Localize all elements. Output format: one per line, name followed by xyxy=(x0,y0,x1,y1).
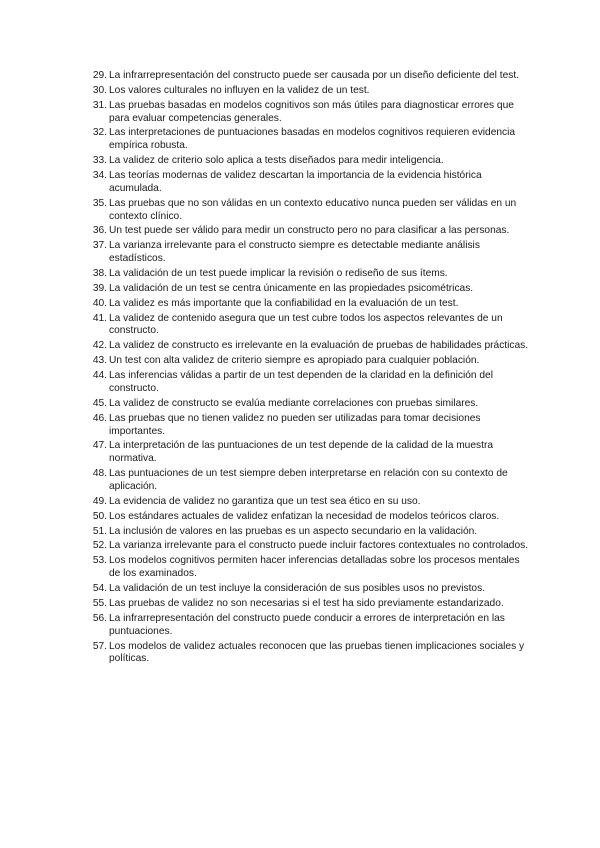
item-text: La validez de constructo es irrelevante en la evaluación de pruebas de habilidades prácticas. xyxy=(109,340,529,352)
list-item xyxy=(89,313,529,339)
item-text: Las interpretaciones de puntuaciones basadas en modelos cognitivos requieren evidencia empírica robusta. xyxy=(109,127,516,152)
list-item xyxy=(89,127,529,153)
item-number: 52 . xyxy=(89,540,107,553)
item-text: La validación de un test puede implicar la revisión o rediseño de sus ítems. xyxy=(109,268,448,279)
item-number: 32 . xyxy=(89,127,107,140)
item-text: La validez de constructo se evalúa mediante correlaciones con pruebas similares. xyxy=(109,397,479,409)
item-text: La infrarrepresentación del constructo puede conducir a errores de interpretación en las puntuaciones. xyxy=(109,612,505,637)
list-item xyxy=(89,100,529,126)
item-text: La validez de contenido asegura que un test cubre todos los aspectos relevantes de un constructo. xyxy=(109,312,503,337)
item-number: 48 . xyxy=(89,468,107,481)
item-text: Un test puede ser válido para medir un constructo pero no para clasificar a las personas. xyxy=(109,225,510,237)
item-text: Las inferencias válidas a partir de un test dependen de la claridad en la definición del constructo. xyxy=(109,370,493,394)
item-text: Un test con alta validez de criterio siempre es apropiado para cualquier población. xyxy=(109,355,480,367)
item-number: 36 . xyxy=(89,225,107,238)
list-item xyxy=(89,70,529,83)
item-text: La varianza irrelevante para el constructo siempre es detectable mediante análisis estadísticos. xyxy=(109,240,480,265)
item-number: 38 . xyxy=(89,268,107,281)
item-text: Los modelos cognitivos permiten hacer inferencias detalladas sobre los procesos mentales de los examinados. xyxy=(109,555,520,580)
item-number: 43 . xyxy=(89,355,107,368)
item-number: 34 . xyxy=(89,170,107,183)
list-item xyxy=(89,526,529,539)
list-item xyxy=(89,198,529,224)
item-number: 44 . xyxy=(89,370,107,383)
list-item xyxy=(89,511,529,524)
item-number: 49 . xyxy=(89,496,107,509)
item-number: 53 . xyxy=(89,555,107,568)
item-number: 42 . xyxy=(89,340,107,353)
item-text: La validación de un test incluye la consideración de sus posibles usos no previstos. xyxy=(109,583,486,595)
list-item xyxy=(89,283,529,296)
list-item xyxy=(89,613,529,639)
item-number: 45 . xyxy=(89,398,107,411)
item-text: La evidencia de validez no garantiza que un test sea ético en su uso. xyxy=(109,495,421,507)
list-item xyxy=(89,496,529,509)
item-number: 39 . xyxy=(89,283,107,296)
list-item xyxy=(89,225,529,238)
item-number: 51 . xyxy=(89,526,107,539)
item-number: 41 . xyxy=(89,313,107,326)
item-number: 31 . xyxy=(89,100,107,113)
list-item xyxy=(89,268,529,281)
list-item xyxy=(89,398,529,411)
list-item xyxy=(89,440,529,466)
item-number: 35 . xyxy=(89,198,107,211)
item-text: Las pruebas de validez no son necesarias si el test ha sido previamente estandarizado. xyxy=(109,597,504,609)
item-text: Los modelos de validez actuales reconocen que las pruebas tienen implicaciones sociales y políticas. xyxy=(109,640,525,665)
list-item xyxy=(89,340,529,353)
list-item xyxy=(89,355,529,368)
list-item xyxy=(89,598,529,611)
item-text: La validez es más importante que la confiabilidad en la evaluación de un test. xyxy=(109,297,459,309)
item-text: Los valores culturales no influyen en la validez de un test. xyxy=(109,84,370,96)
list-item xyxy=(89,468,529,494)
item-number: 47 . xyxy=(89,440,107,453)
item-text: Las puntuaciones de un test siempre deben interpretarse en relación con su contexto de aplicación. xyxy=(109,468,508,492)
item-number: 57 . xyxy=(89,641,107,654)
item-text: Los estándares actuales de validez enfatizan la necesidad de modelos teóricos claros. xyxy=(109,510,500,522)
list-item xyxy=(89,540,529,553)
item-text: La infrarrepresentación del constructo puede ser causada por un diseño deficiente del test. xyxy=(109,70,520,81)
item-text: La interpretación de las puntuaciones de un test depende de la calidad de la muestra normativa. xyxy=(109,440,493,465)
list-item xyxy=(89,370,529,396)
item-number: 30 . xyxy=(89,85,107,98)
list-item xyxy=(89,413,529,439)
item-number: 33 . xyxy=(89,155,107,168)
item-text: La validez de criterio solo aplica a tests diseñados para medir inteligencia. xyxy=(109,155,444,167)
item-text: La varianza irrelevante para el constructo puede incluir factores contextuales no controlados. xyxy=(109,540,529,552)
list-item xyxy=(89,298,529,311)
item-number: 54 . xyxy=(89,583,107,596)
list-item xyxy=(89,583,529,596)
item-number: 40 . xyxy=(89,298,107,311)
item-number: 56 . xyxy=(89,613,107,626)
list-item xyxy=(89,155,529,168)
item-number: 37 . xyxy=(89,240,107,253)
item-number: 29 . xyxy=(89,70,107,83)
list-item xyxy=(89,240,529,266)
item-number: 50 . xyxy=(89,511,107,524)
list-item xyxy=(89,85,529,98)
list-item xyxy=(89,641,529,667)
list-item xyxy=(89,555,529,581)
item-text: Las pruebas basadas en modelos cognitivos son más útiles para diagnosticar errores que para evaluar competencias generales. xyxy=(109,99,514,124)
item-number: 55 . xyxy=(89,598,107,611)
item-text: Las pruebas que no son válidas en un contexto educativo nunca pueden ser válidas en un contexto clínico. xyxy=(109,197,517,222)
item-text: Las teorías modernas de validez descartan la importancia de la evidencia histórica acumulada. xyxy=(109,170,482,194)
list-item xyxy=(89,170,529,196)
statement-list xyxy=(89,70,529,668)
item-text: La validación de un test se centra únicamente en las propiedades psicométricas. xyxy=(109,282,474,294)
item-number: 46 . xyxy=(89,413,107,426)
item-text: La inclusión de valores en las pruebas es un aspecto secundario en la validación. xyxy=(109,525,478,537)
item-text: Las pruebas que no tienen validez no pueden ser utilizadas para tomar decisiones importantes. xyxy=(109,412,481,437)
